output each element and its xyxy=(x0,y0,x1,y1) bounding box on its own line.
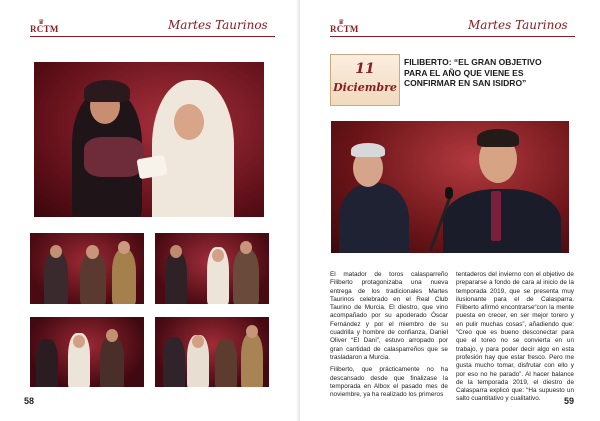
date-box xyxy=(330,54,400,106)
photo-theatre-nun-scene xyxy=(34,62,264,217)
photo-filiberto-speaking xyxy=(331,121,569,253)
date-month: Diciembre xyxy=(333,81,397,94)
paragraph: tentaderos del invierno con el objetivo de prepararse a fondo de cara al inicio de la temporada 2019, que se presenta muy ilusionante para el de Calasparra. Filiberto afirmó encontrarse“con la mente puesta en crecer, en ser mejor torero y en pulir muchas cosas”, añadiendo que: “Creo que es bueno desconectar para que el toreo no se convierta en un trabajo, y para poder decir algo en esta profesión hay que estar fresco. Pero me gusta mucho tomar, disfrutar con ello y por eso no he parado”. Al hacer balance de la temporada 2019, el diestro de Calasparra explicó que: “Ha supuesto un salto cuantitativo y cualitativo. xyxy=(456,271,574,403)
article-column-right xyxy=(456,271,574,408)
article-headline: FILIBERTO: “EL GRAN OBJETIVO PARA EL AÑO QUE VIENE ES CONFIRMAR EN SAN ISIDRO” xyxy=(404,57,542,88)
photo-theatre-group-left xyxy=(30,233,144,304)
paragraph: Filiberto, que prácticamente no ha descansado desde que finalizase la temporada en Albox el pasado mes de noviembre, ya ha realizado los primeros xyxy=(330,366,448,399)
article-column-left xyxy=(330,271,448,403)
crown-icon: ♛ xyxy=(38,19,45,26)
header-rule xyxy=(330,36,575,37)
section-title: Martes Taurinos xyxy=(468,18,568,32)
crown-icon: ♛ xyxy=(338,19,345,26)
date-day: 11 xyxy=(355,61,375,77)
page-number: 59 xyxy=(564,396,575,406)
photo-theatre-group-bottom-left xyxy=(30,317,144,387)
logo-text: RCTM xyxy=(330,24,359,34)
logo-text: RCTM xyxy=(30,24,59,34)
paragraph: El matador de toros calasparreño Filiberto protagonizaba una nueva entrega de los tradicionales Martes Taurinos celebrado en el Real Club Taurino de Murcia. El diestro, que vino acompañado por su apoderado Óscar Fernández y por el miembro de su cuadrilla y hombre de confianza, Daniel Oliver “El Dani”, estuvo arropado por gran cantidad de calasparreños que se trasladaron a Murcia. xyxy=(330,271,448,361)
photo-theatre-group-right xyxy=(155,233,269,304)
header-rule xyxy=(30,36,275,37)
photo-theatre-group-bottom-right xyxy=(155,317,269,387)
section-title: Martes Taurinos xyxy=(168,18,268,32)
page-number: 58 xyxy=(24,396,35,406)
